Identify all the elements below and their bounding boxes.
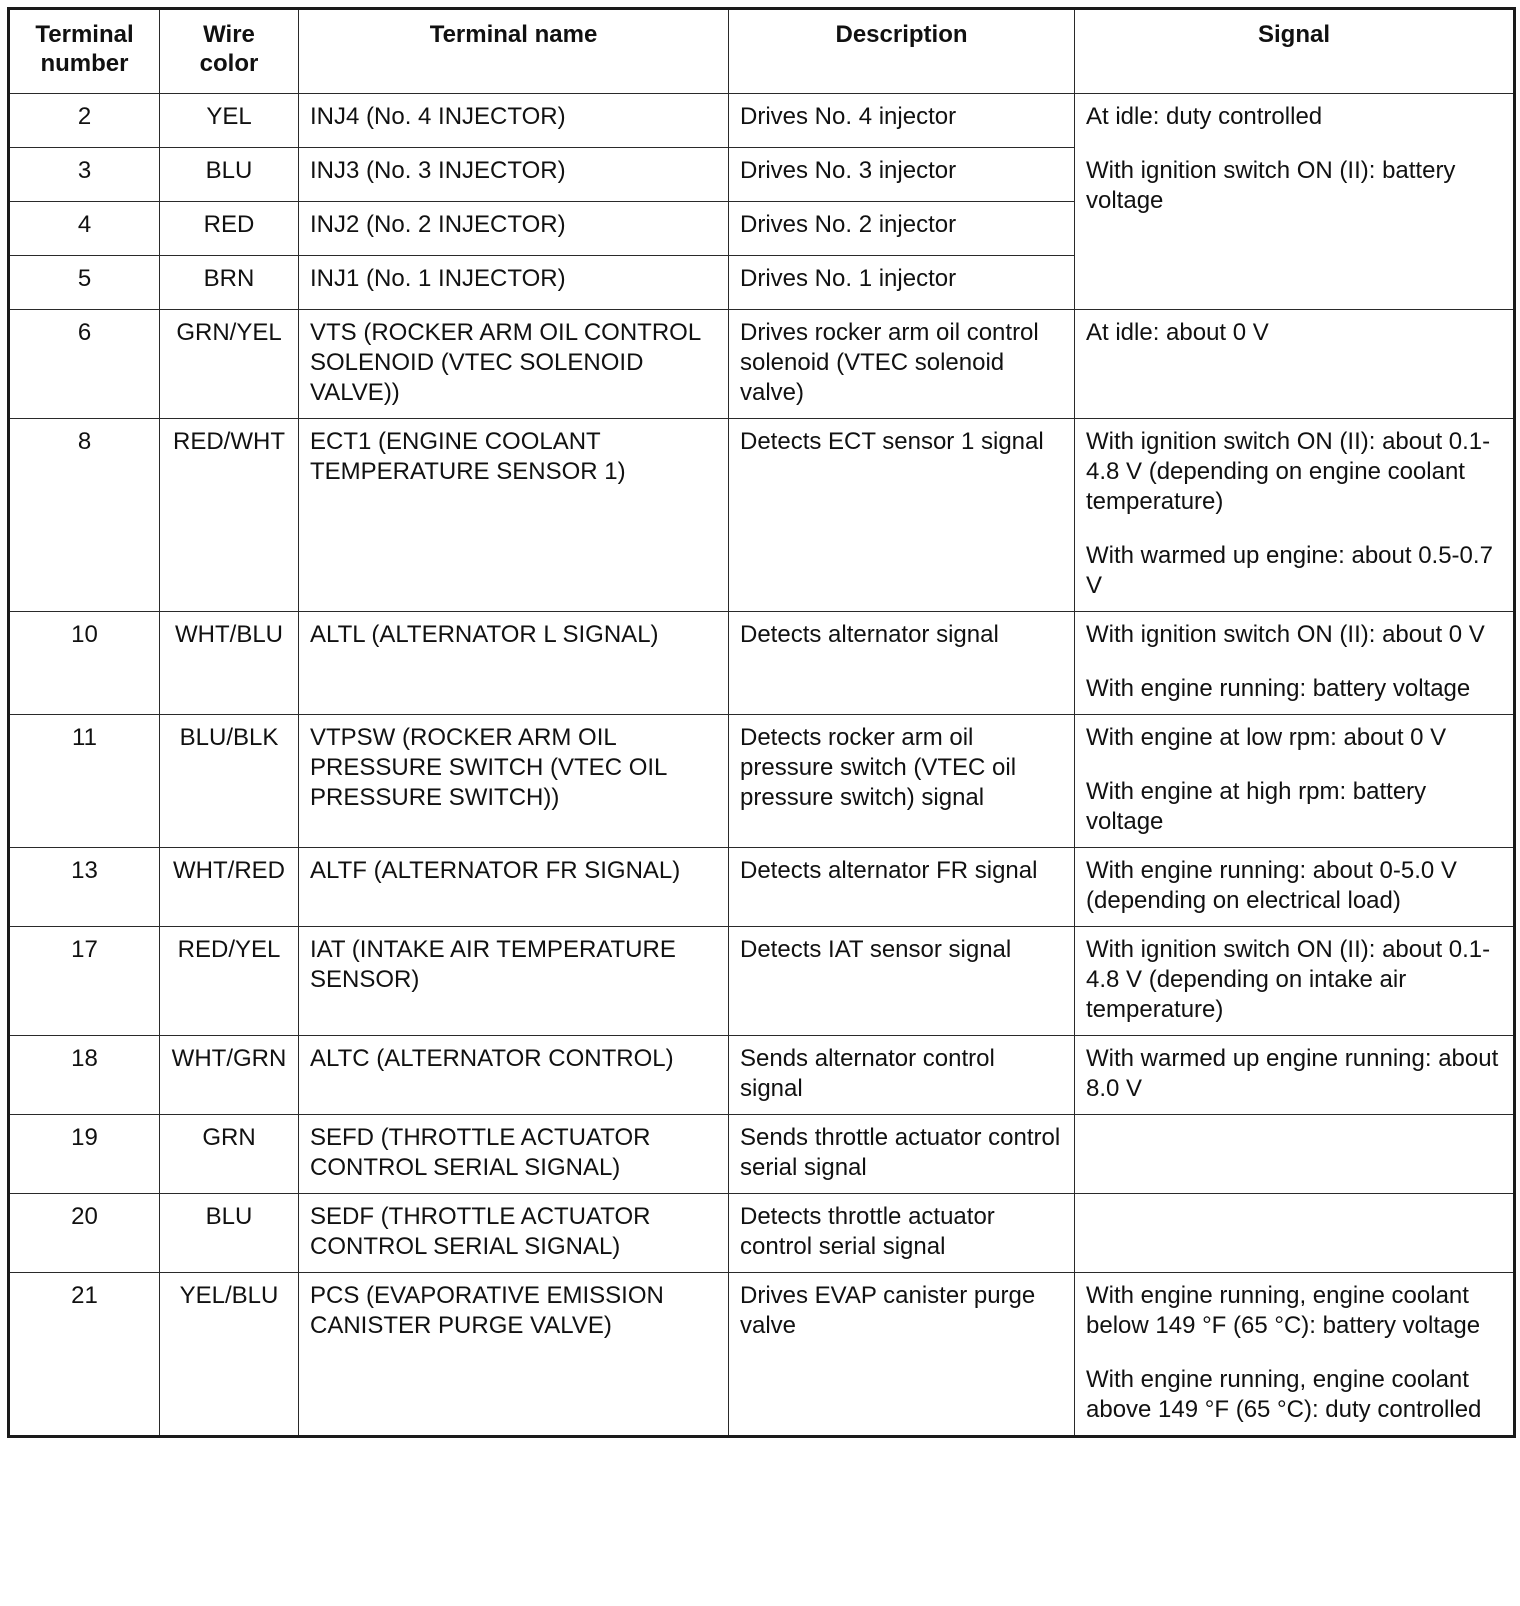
signal-line: With engine running: battery voltage — [1086, 675, 1471, 702]
signal-line: With ignition switch ON (II): about 0 V — [1086, 621, 1485, 648]
signal — [1075, 310, 1515, 419]
wire-color: WHT/BLU — [160, 612, 299, 715]
table-row — [9, 419, 1515, 612]
terminal-number: 21 — [9, 1273, 160, 1437]
wire-color: BRN — [160, 256, 299, 310]
wire-color: RED/WHT — [160, 419, 299, 612]
terminal-name: ALTF (ALTERNATOR FR SIGNAL) — [299, 848, 729, 927]
terminal-name: SEDF (THROTTLE ACTUATOR CONTROL SERIAL SIGNAL) — [299, 1194, 729, 1273]
signal-line: With engine running: about 0-5.0 V (depending on electrical load) — [1086, 857, 1457, 914]
header-description: Description — [729, 9, 1075, 94]
signal-line: At idle: duty controlled — [1086, 103, 1323, 130]
terminal-number: 13 — [9, 848, 160, 927]
terminal-number: 11 — [9, 715, 160, 848]
signal — [1075, 1036, 1515, 1115]
terminal-name: ALTC (ALTERNATOR CONTROL) — [299, 1036, 729, 1115]
description: Drives EVAP canister purge valve — [729, 1273, 1075, 1437]
terminal-number: 17 — [9, 927, 160, 1036]
signal-line: With ignition switch ON (II): about 0.1-4.8 V (depending on intake air temperature) — [1086, 936, 1491, 1023]
terminal-pinout-table — [7, 7, 1516, 1438]
wire-color: BLU — [160, 1194, 299, 1273]
table-row — [9, 927, 1515, 1036]
description: Drives No. 1 injector — [729, 256, 1075, 310]
table-row — [9, 1273, 1515, 1437]
wire-color: GRN — [160, 1115, 299, 1194]
signal-line: At idle: about 0 V — [1086, 319, 1269, 346]
signal-empty — [1075, 1115, 1515, 1194]
wire-color: YEL — [160, 94, 299, 148]
signal-line: With ignition switch ON (II): battery voltage — [1086, 157, 1456, 214]
table-row — [9, 848, 1515, 927]
terminal-name: SEFD (THROTTLE ACTUATOR CONTROL SERIAL SIGNAL) — [299, 1115, 729, 1194]
terminal-name: INJ2 (No. 2 INJECTOR) — [299, 202, 729, 256]
table-row — [9, 715, 1515, 848]
wire-color: GRN/YEL — [160, 310, 299, 419]
header-wire-color: Wire color — [160, 9, 299, 94]
description: Drives rocker arm oil control solenoid (VTEC solenoid valve) — [729, 310, 1075, 419]
description: Detects ECT sensor 1 signal — [729, 419, 1075, 612]
table-row — [9, 612, 1515, 715]
signal — [1075, 848, 1515, 927]
signal — [1075, 419, 1515, 612]
signal-line: With warmed up engine running: about 8.0 V — [1086, 1045, 1499, 1102]
description: Drives No. 4 injector — [729, 94, 1075, 148]
signal-empty — [1075, 1194, 1515, 1273]
header-row — [9, 9, 1515, 94]
table-row — [9, 1115, 1515, 1194]
description: Detects alternator FR signal — [729, 848, 1075, 927]
description: Drives No. 3 injector — [729, 148, 1075, 202]
signal-line: With ignition switch ON (II): about 0.1-4.8 V (depending on engine coolant temperature) — [1086, 428, 1491, 515]
description: Detects throttle actuator control serial signal — [729, 1194, 1075, 1273]
terminal-number: 10 — [9, 612, 160, 715]
header-terminal-number: Terminal number — [9, 9, 160, 94]
terminal-number: 3 — [9, 148, 160, 202]
terminal-name: IAT (INTAKE AIR TEMPERATURE SENSOR) — [299, 927, 729, 1036]
terminal-name: ALTL (ALTERNATOR L SIGNAL) — [299, 612, 729, 715]
wire-color: YEL/BLU — [160, 1273, 299, 1437]
table-row — [9, 94, 1515, 148]
signal-line: With engine at high rpm: battery voltage — [1086, 778, 1427, 835]
signal-line: With engine at low rpm: about 0 V — [1086, 724, 1447, 751]
terminal-name: INJ4 (No. 4 INJECTOR) — [299, 94, 729, 148]
signal — [1075, 1273, 1515, 1437]
signal-line: With warmed up engine: about 0.5-0.7 V — [1086, 542, 1493, 599]
description: Sends throttle actuator control serial signal — [729, 1115, 1075, 1194]
description: Detects rocker arm oil pressure switch (VTEC oil pressure switch) signal — [729, 715, 1075, 848]
terminal-name: INJ1 (No. 1 INJECTOR) — [299, 256, 729, 310]
terminal-number: 2 — [9, 94, 160, 148]
wire-color: BLU/BLK — [160, 715, 299, 848]
terminal-number: 4 — [9, 202, 160, 256]
signal — [1075, 715, 1515, 848]
signal-line: With engine running, engine coolant above 149 °F (65 °C): duty controlled — [1086, 1366, 1482, 1423]
signal-line: With engine running, engine coolant below 149 °F (65 °C): battery voltage — [1086, 1282, 1481, 1339]
table-row — [9, 1036, 1515, 1115]
wire-color: WHT/RED — [160, 848, 299, 927]
terminal-name: VTS (ROCKER ARM OIL CONTROL SOLENOID (VTEC SOLENOID VALVE)) — [299, 310, 729, 419]
description: Drives No. 2 injector — [729, 202, 1075, 256]
wire-color: RED — [160, 202, 299, 256]
terminal-number: 8 — [9, 419, 160, 612]
description: Sends alternator control signal — [729, 1036, 1075, 1115]
terminal-number: 6 — [9, 310, 160, 419]
terminal-number: 20 — [9, 1194, 160, 1273]
header-terminal-name: Terminal name — [299, 9, 729, 94]
signal — [1075, 612, 1515, 715]
description: Detects IAT sensor signal — [729, 927, 1075, 1036]
header-signal: Signal — [1075, 9, 1515, 94]
description: Detects alternator signal — [729, 612, 1075, 715]
signal — [1075, 927, 1515, 1036]
wire-color: BLU — [160, 148, 299, 202]
table-row — [9, 310, 1515, 419]
terminal-number: 19 — [9, 1115, 160, 1194]
terminal-number: 5 — [9, 256, 160, 310]
terminal-name: VTPSW (ROCKER ARM OIL PRESSURE SWITCH (VTEC OIL PRESSURE SWITCH)) — [299, 715, 729, 848]
terminal-name: INJ3 (No. 3 INJECTOR) — [299, 148, 729, 202]
table-row — [9, 1194, 1515, 1273]
wire-color: WHT/GRN — [160, 1036, 299, 1115]
terminal-number: 18 — [9, 1036, 160, 1115]
signal-injectors — [1075, 94, 1515, 310]
wire-color: RED/YEL — [160, 927, 299, 1036]
terminal-name: ECT1 (ENGINE COOLANT TEMPERATURE SENSOR 1) — [299, 419, 729, 612]
terminal-name: PCS (EVAPORATIVE EMISSION CANISTER PURGE VALVE) — [299, 1273, 729, 1437]
